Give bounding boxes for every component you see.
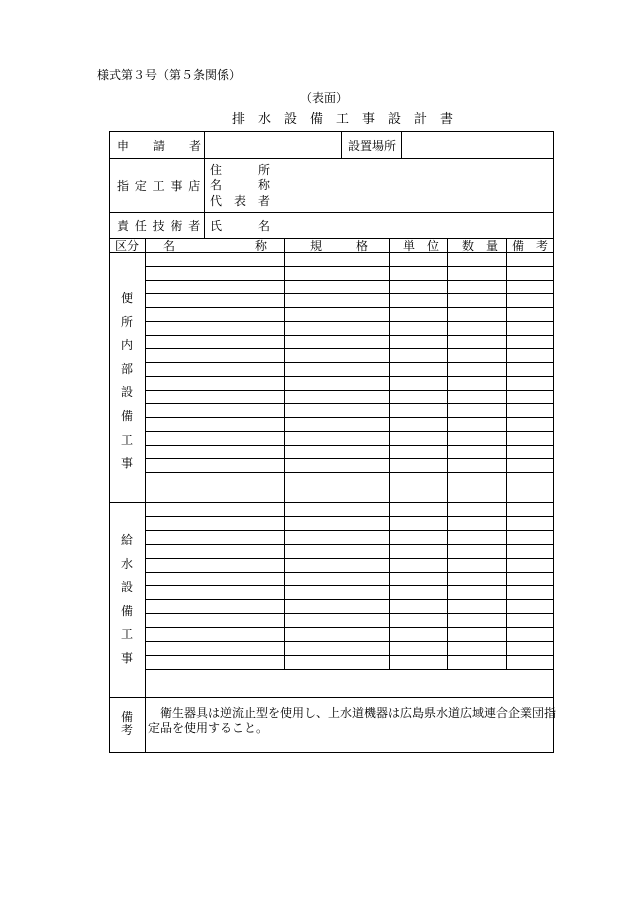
table-row-line xyxy=(145,655,554,656)
section-label-char: 事 xyxy=(121,456,134,471)
col-unit: 単 位 xyxy=(403,239,440,253)
table-row-line xyxy=(145,599,554,600)
contractor-label: 指 定 工 事 店 xyxy=(117,179,202,193)
section-label-char: 設 xyxy=(121,385,134,400)
table-row-line xyxy=(145,266,554,267)
table-row-line xyxy=(145,321,554,322)
section-label-char: 備 xyxy=(121,409,134,423)
section-label-char: 設 xyxy=(121,580,134,595)
notes-label-2: 考 xyxy=(121,723,134,737)
table-row-line xyxy=(145,641,554,642)
section-label-char: 内 xyxy=(121,338,134,353)
table-row-line xyxy=(145,307,554,308)
notes-text-line1: 衛生器具は逆流止型を使用し、上水道機器は広島県水道広域連合企業団指 xyxy=(160,706,557,720)
col-spec-left: 規 xyxy=(310,239,323,253)
form-number: 様式第３号（第５条関係） xyxy=(97,68,242,82)
table-row-line xyxy=(145,335,554,336)
table-row-line xyxy=(145,403,554,404)
name-label: 名 称 xyxy=(210,178,271,192)
table-row-line xyxy=(145,362,554,363)
table-row-line xyxy=(145,585,554,586)
side-label: （表面） xyxy=(300,91,349,105)
col-category: 区分 xyxy=(115,239,140,253)
col-item-name-right: 称 xyxy=(255,239,268,253)
table-row-line xyxy=(145,544,554,545)
section-label-char: 水 xyxy=(121,556,134,571)
section-label-char: 所 xyxy=(121,314,134,329)
table-row-line xyxy=(145,458,554,459)
col-quantity: 数 量 xyxy=(462,239,499,253)
col-spec-right: 格 xyxy=(356,239,369,253)
table-row-line xyxy=(145,417,554,418)
table-row-line xyxy=(145,669,554,670)
section-label-char: 便 xyxy=(121,291,134,305)
table-row-line xyxy=(145,613,554,614)
section-label-char: 備 xyxy=(121,603,134,618)
engineer-label: 責 任 技 術 者 xyxy=(117,219,202,233)
section-label-char: 工 xyxy=(121,627,134,642)
table-row-line xyxy=(145,516,554,517)
section-label-char: 事 xyxy=(121,651,134,665)
table-row-line xyxy=(145,280,554,281)
person-name-label: 氏 名 xyxy=(210,219,271,233)
section-label-char: 給 xyxy=(121,533,134,547)
table-row-line xyxy=(145,348,554,349)
page-title: 排 水 設 備 工 事 設 計 書 xyxy=(232,112,454,127)
table-row-line xyxy=(145,376,554,377)
section-label-char: 工 xyxy=(121,432,134,447)
table-row-line xyxy=(145,472,554,473)
notes-text-line2: 定品を使用すること。 xyxy=(148,721,269,735)
table-row-line xyxy=(145,558,554,559)
section-label-char: 部 xyxy=(121,361,134,376)
table-row-line xyxy=(145,572,554,573)
table-row-line xyxy=(145,530,554,531)
table-row-line xyxy=(145,431,554,432)
applicant-label: 申 請 者 xyxy=(117,139,202,153)
notes-label-1: 備 xyxy=(121,710,134,724)
col-item-name-left: 名 xyxy=(163,239,176,253)
install-location-label: 設置場所 xyxy=(348,139,397,153)
table-row-line xyxy=(145,445,554,446)
address-label: 住 所 xyxy=(210,163,271,177)
table-row-line xyxy=(145,293,554,294)
table-row-line xyxy=(145,627,554,628)
table-row-line xyxy=(145,390,554,391)
col-remarks: 備 考 xyxy=(512,239,549,253)
representative-label: 代 表 者 xyxy=(210,194,271,208)
